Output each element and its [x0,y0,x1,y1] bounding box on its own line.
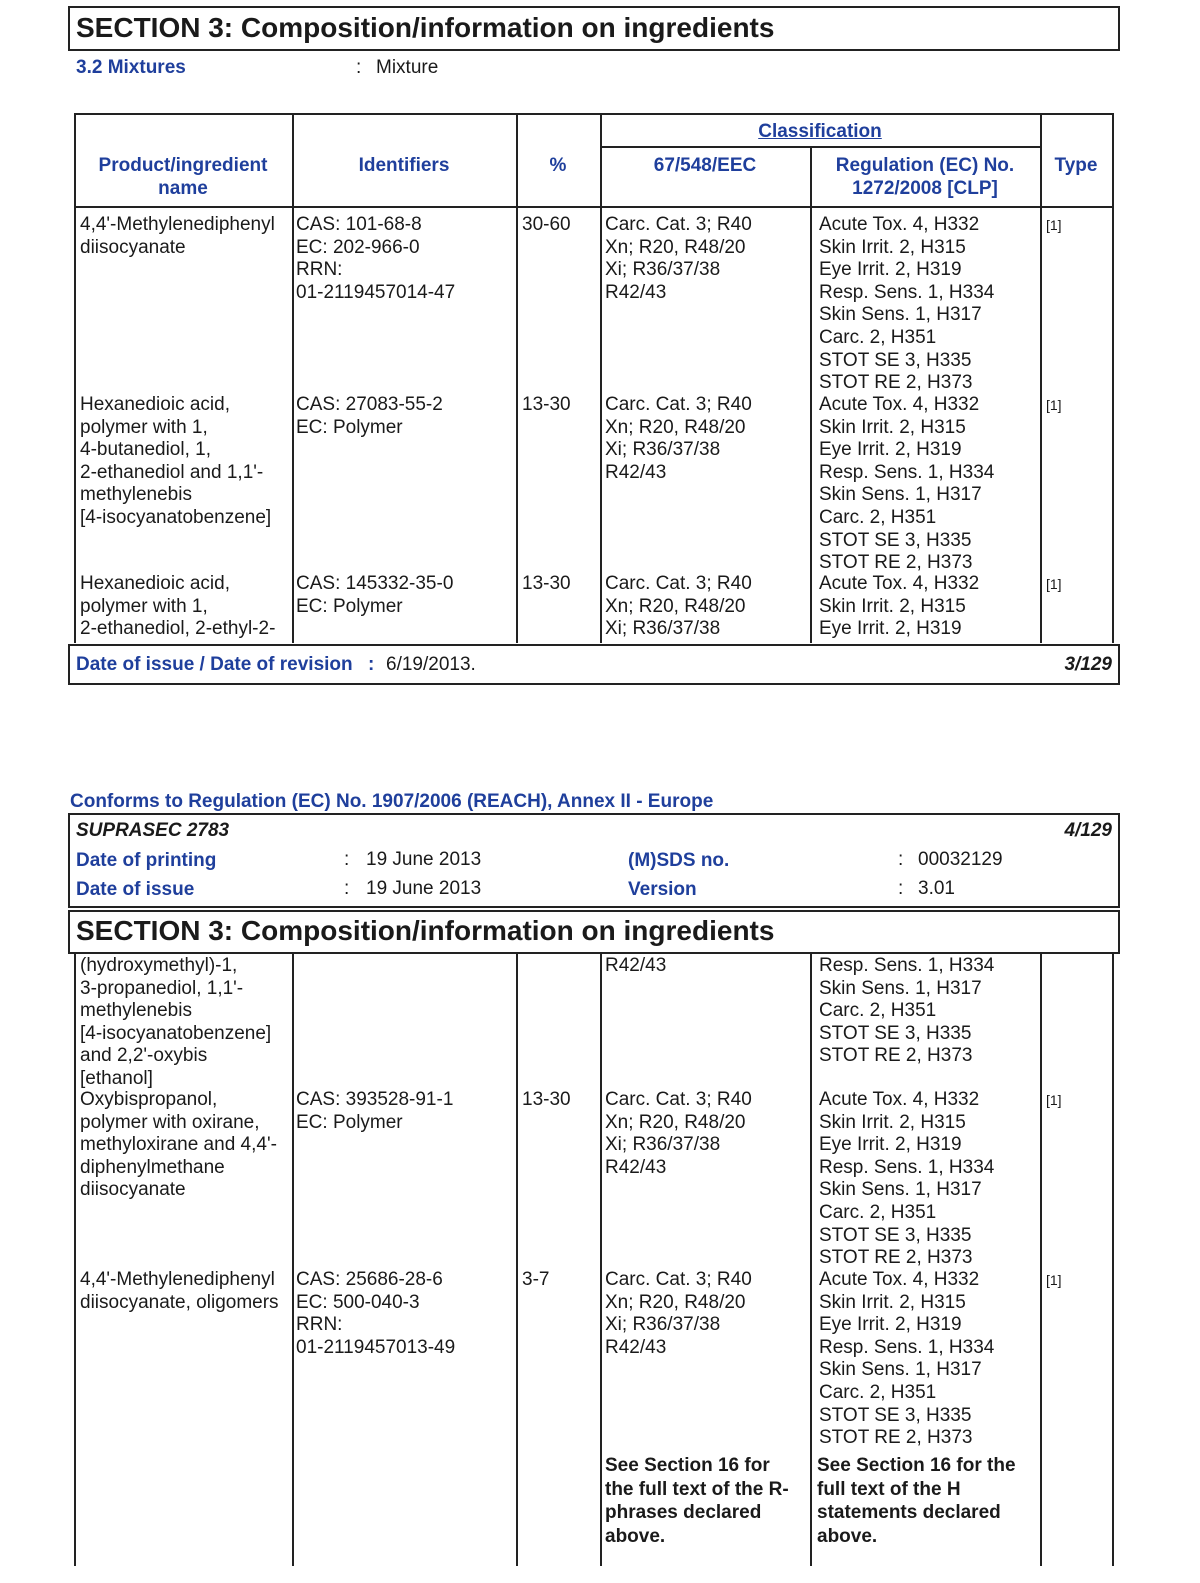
footer-colon: : [368,654,375,675]
cell-type: [1] [1046,1092,1062,1108]
section-title: SECTION 3: Composition/information on ingredients [76,12,775,43]
section-title: SECTION 3: Composition/information on ingredients [76,915,775,946]
cell-eec: Carc. Cat. 3; R40 Xn; R20, R48/20 Xi; R36/37/38 R42/43 [605,394,752,483]
cell-name: Hexanedioic acid, polymer with 1, 4-butanediol, 1, 2-ethanediol and 1,1'- methylenebis [4-isocyanatobenzene] [80,394,272,528]
page-number: 3/129 [1064,654,1112,675]
cell-type: [1] [1046,1272,1062,1288]
r-phrases-note: See Section 16 for the full text of the R- phrases declared above. [605,1455,789,1547]
date-of-issue-value: 6/19/2013. [386,654,476,675]
mixtures-colon: : [356,57,362,78]
version-label: Version [628,879,697,900]
mixtures-value: Mixture [376,57,439,78]
cell-type: [1] [1046,397,1062,413]
cell-clp: Acute Tox. 4, H332 Skin Irrit. 2, H315 Eye Irrit. 2, H319 [819,573,980,640]
date-of-printing-value: 19 June 2013 [366,849,482,870]
header-product-name: Product/ingredient name [98,155,268,199]
cell-identifiers: CAS: 101-68-8 EC: 202-966-0 RRN: 01-2119457014-47 [296,214,456,303]
cell-type: [1] [1046,217,1062,233]
cell-percent: 13-30 [522,394,571,415]
header-eec: 67/548/EEC [653,155,757,176]
cell-eec: Carc. Cat. 3; R40 Xn; R20, R48/20 Xi; R36/37/38 R42/43 [605,1089,752,1178]
cell-clp: Acute Tox. 4, H332 Skin Irrit. 2, H315 Eye Irrit. 2, H319 Resp. Sens. 1, H334 Skin Sens. 1, H317 Carc. 2, H351 STOT SE 3, H335 STOT RE 2, H373 [819,1269,995,1449]
date-of-issue-value: 19 June 2013 [366,878,482,899]
cell-percent: 30-60 [522,214,571,235]
mixtures-label: 3.2 Mixtures [76,57,186,78]
cell-eec: R42/43 [605,955,667,976]
header-type: Type [1054,155,1098,176]
cell-clp: Acute Tox. 4, H332 Skin Irrit. 2, H315 Eye Irrit. 2, H319 Resp. Sens. 1, H334 Skin Sens. 1, H317 Carc. 2, H351 STOT SE 3, H335 STOT RE 2, H373 [819,1089,995,1269]
cell-identifiers: CAS: 25686-28-6 EC: 500-040-3 RRN: 01-2119457013-49 [296,1269,456,1358]
colon: : [344,849,350,870]
cell-name: Hexanedioic acid, polymer with 1, 2-ethanediol, 2-ethyl-2- [80,573,276,640]
msds-number-label: (M)SDS no. [628,850,730,871]
cell-eec: Carc. Cat. 3; R40 Xn; R20, R48/20 Xi; R36/37/38 R42/43 [605,1269,752,1358]
conforms-heading: Conforms to Regulation (EC) No. 1907/2006 (REACH), Annex II - Europe [70,791,714,812]
date-of-issue-label: Date of issue [76,879,195,900]
header-percent: % [549,155,567,176]
date-of-printing-label: Date of printing [76,850,217,871]
cell-name: Oxybispropanol, polymer with oxirane, methyloxirane and 4,4'- diphenylmethane diisocyanate [80,1089,277,1201]
colon: : [898,878,904,899]
header-clp: Regulation (EC) No. 1272/2008 [CLP] [835,155,1015,199]
cell-clp: Resp. Sens. 1, H334 Skin Sens. 1, H317 Carc. 2, H351 STOT SE 3, H335 STOT RE 2, H373 [819,955,995,1067]
colon: : [898,849,904,870]
page-number: 4/129 [1064,820,1112,841]
product-name: SUPRASEC 2783 [76,820,230,841]
date-of-issue-label: Date of issue / Date of revision [76,654,353,675]
header-classification: Classification [758,121,882,142]
cell-percent: 13-30 [522,573,571,594]
cell-percent: 3-7 [522,1269,550,1290]
cell-identifiers: CAS: 27083-55-2 EC: Polymer [296,394,443,438]
cell-eec: Carc. Cat. 3; R40 Xn; R20, R48/20 Xi; R36/37/38 R42/43 [605,214,752,303]
cell-identifiers: CAS: 393528-91-1 EC: Polymer [296,1089,454,1133]
colon: : [344,878,350,899]
cell-type: [1] [1046,576,1062,592]
cell-name: (hydroxymethyl)-1, 3-propanediol, 1,1'- methylenebis [4-isocyanatobenzene] and 2,2'-oxybis [ethanol] [80,955,272,1089]
h-statements-note: See Section 16 for the full text of the H statements declared above. [817,1455,1016,1547]
cell-eec: Carc. Cat. 3; R40 Xn; R20, R48/20 Xi; R36/37/38 [605,573,752,640]
cell-clp: Acute Tox. 4, H332 Skin Irrit. 2, H315 Eye Irrit. 2, H319 Resp. Sens. 1, H334 Skin Sens. 1, H317 Carc. 2, H351 STOT SE 3, H335 STOT RE 2, H373 [819,214,995,394]
cell-percent: 13-30 [522,1089,571,1110]
cell-identifiers: CAS: 145332-35-0 EC: Polymer [296,573,454,617]
msds-number-value: 00032129 [918,849,1003,870]
header-identifiers: Identifiers [358,155,450,176]
version-value: 3.01 [918,878,955,899]
cell-clp: Acute Tox. 4, H332 Skin Irrit. 2, H315 Eye Irrit. 2, H319 Resp. Sens. 1, H334 Skin Sens. 1, H317 Carc. 2, H351 STOT SE 3, H335 STOT RE 2, H373 [819,394,995,574]
cell-name: 4,4'-Methylenediphenyl diisocyanate, oligomers [80,1269,279,1313]
cell-name: 4,4'-Methylenediphenyl diisocyanate [80,214,275,258]
